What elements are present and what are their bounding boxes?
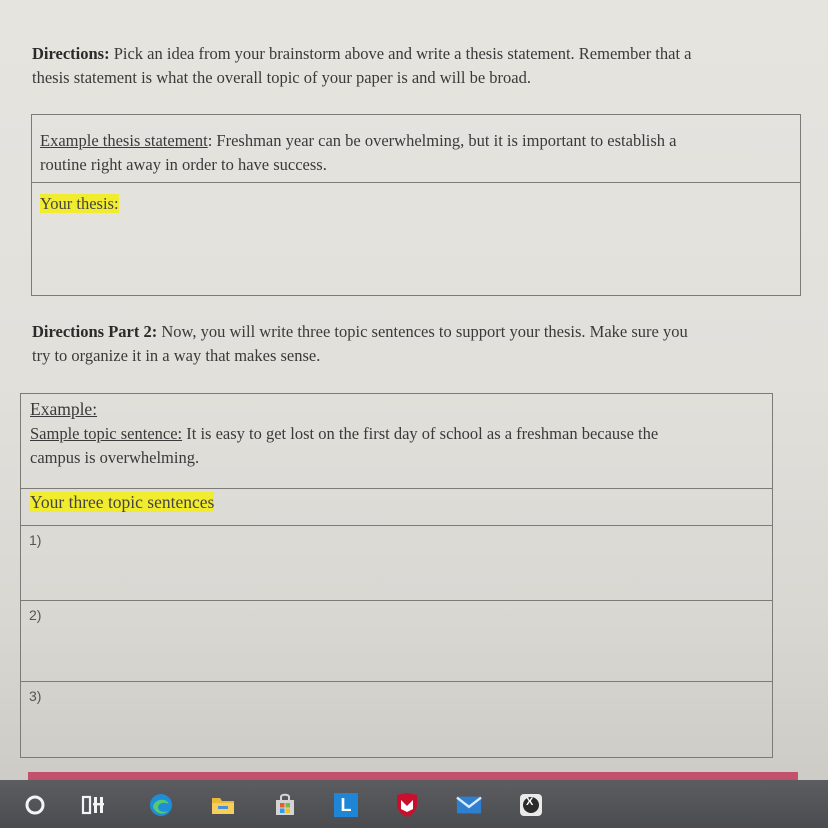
item-number: 1)	[29, 532, 42, 548]
topic-sentence-row-2[interactable]	[21, 601, 772, 681]
mail-icon[interactable]	[456, 792, 482, 818]
example-heading: Example:	[30, 399, 98, 419]
app-x-icon[interactable]	[518, 792, 544, 818]
table-divider	[32, 182, 800, 183]
taskbar	[0, 780, 828, 828]
sample-topic-text-line1: It is easy to get lost on the first day of school as a freshman because the	[182, 424, 659, 443]
item-number: 3)	[29, 688, 42, 704]
file-explorer-icon[interactable]	[210, 792, 236, 818]
launcher-letter: L	[340, 794, 352, 815]
your-topic-sentences-cell	[30, 490, 214, 515]
example-thesis-text-line1: : Freshman year can be overwhelming, but it is important to establish a	[207, 131, 677, 150]
topic-table	[20, 393, 773, 758]
directions-paragraph	[32, 42, 812, 90]
search-circle-icon[interactable]	[22, 792, 48, 818]
app-letter: X	[526, 796, 534, 808]
directions-part2-text-line2: try to organize it in a way that makes sense.	[32, 346, 321, 365]
item-number: 2)	[29, 607, 42, 623]
your-thesis-label: Your thesis:	[40, 194, 119, 213]
your-thesis-cell[interactable]	[40, 192, 792, 287]
task-view-icon[interactable]	[80, 792, 106, 818]
example-thesis-label: Example thesis statement	[40, 131, 208, 150]
sample-topic-text-line2: campus is overwhelming.	[30, 448, 200, 467]
directions-part2-text-line1: Now, you will write three topic sentences to support your thesis. Make sure you	[157, 322, 688, 341]
launcher-l-icon[interactable]	[334, 793, 358, 817]
topic-sentence-row-3[interactable]	[21, 682, 772, 756]
directions-part2-paragraph	[32, 320, 812, 368]
directions-label: Directions:	[32, 44, 110, 63]
store-icon[interactable]	[272, 792, 298, 818]
directions-part2-label: Directions Part 2:	[32, 322, 158, 341]
edge-icon[interactable]	[148, 792, 174, 818]
window-bottom-accent	[28, 772, 798, 780]
thesis-table	[31, 114, 801, 296]
example-thesis-text-line2: routine right away in order to have success.	[40, 155, 327, 174]
directions-text-line2: thesis statement is what the overall topic of your paper is and will be broad.	[32, 68, 531, 87]
sample-topic-label: Sample topic sentence:	[30, 424, 183, 443]
mcafee-icon[interactable]	[394, 792, 420, 818]
your-topic-sentences-label: Your three topic sentences	[30, 492, 215, 512]
directions-text-line1: Pick an idea from your brainstorm above and write a thesis statement. Remember that a	[109, 44, 692, 63]
example-thesis-cell	[40, 129, 792, 177]
topic-sentence-row-1[interactable]	[21, 526, 772, 600]
table-divider	[21, 488, 772, 489]
example-topic-cell	[30, 397, 765, 470]
